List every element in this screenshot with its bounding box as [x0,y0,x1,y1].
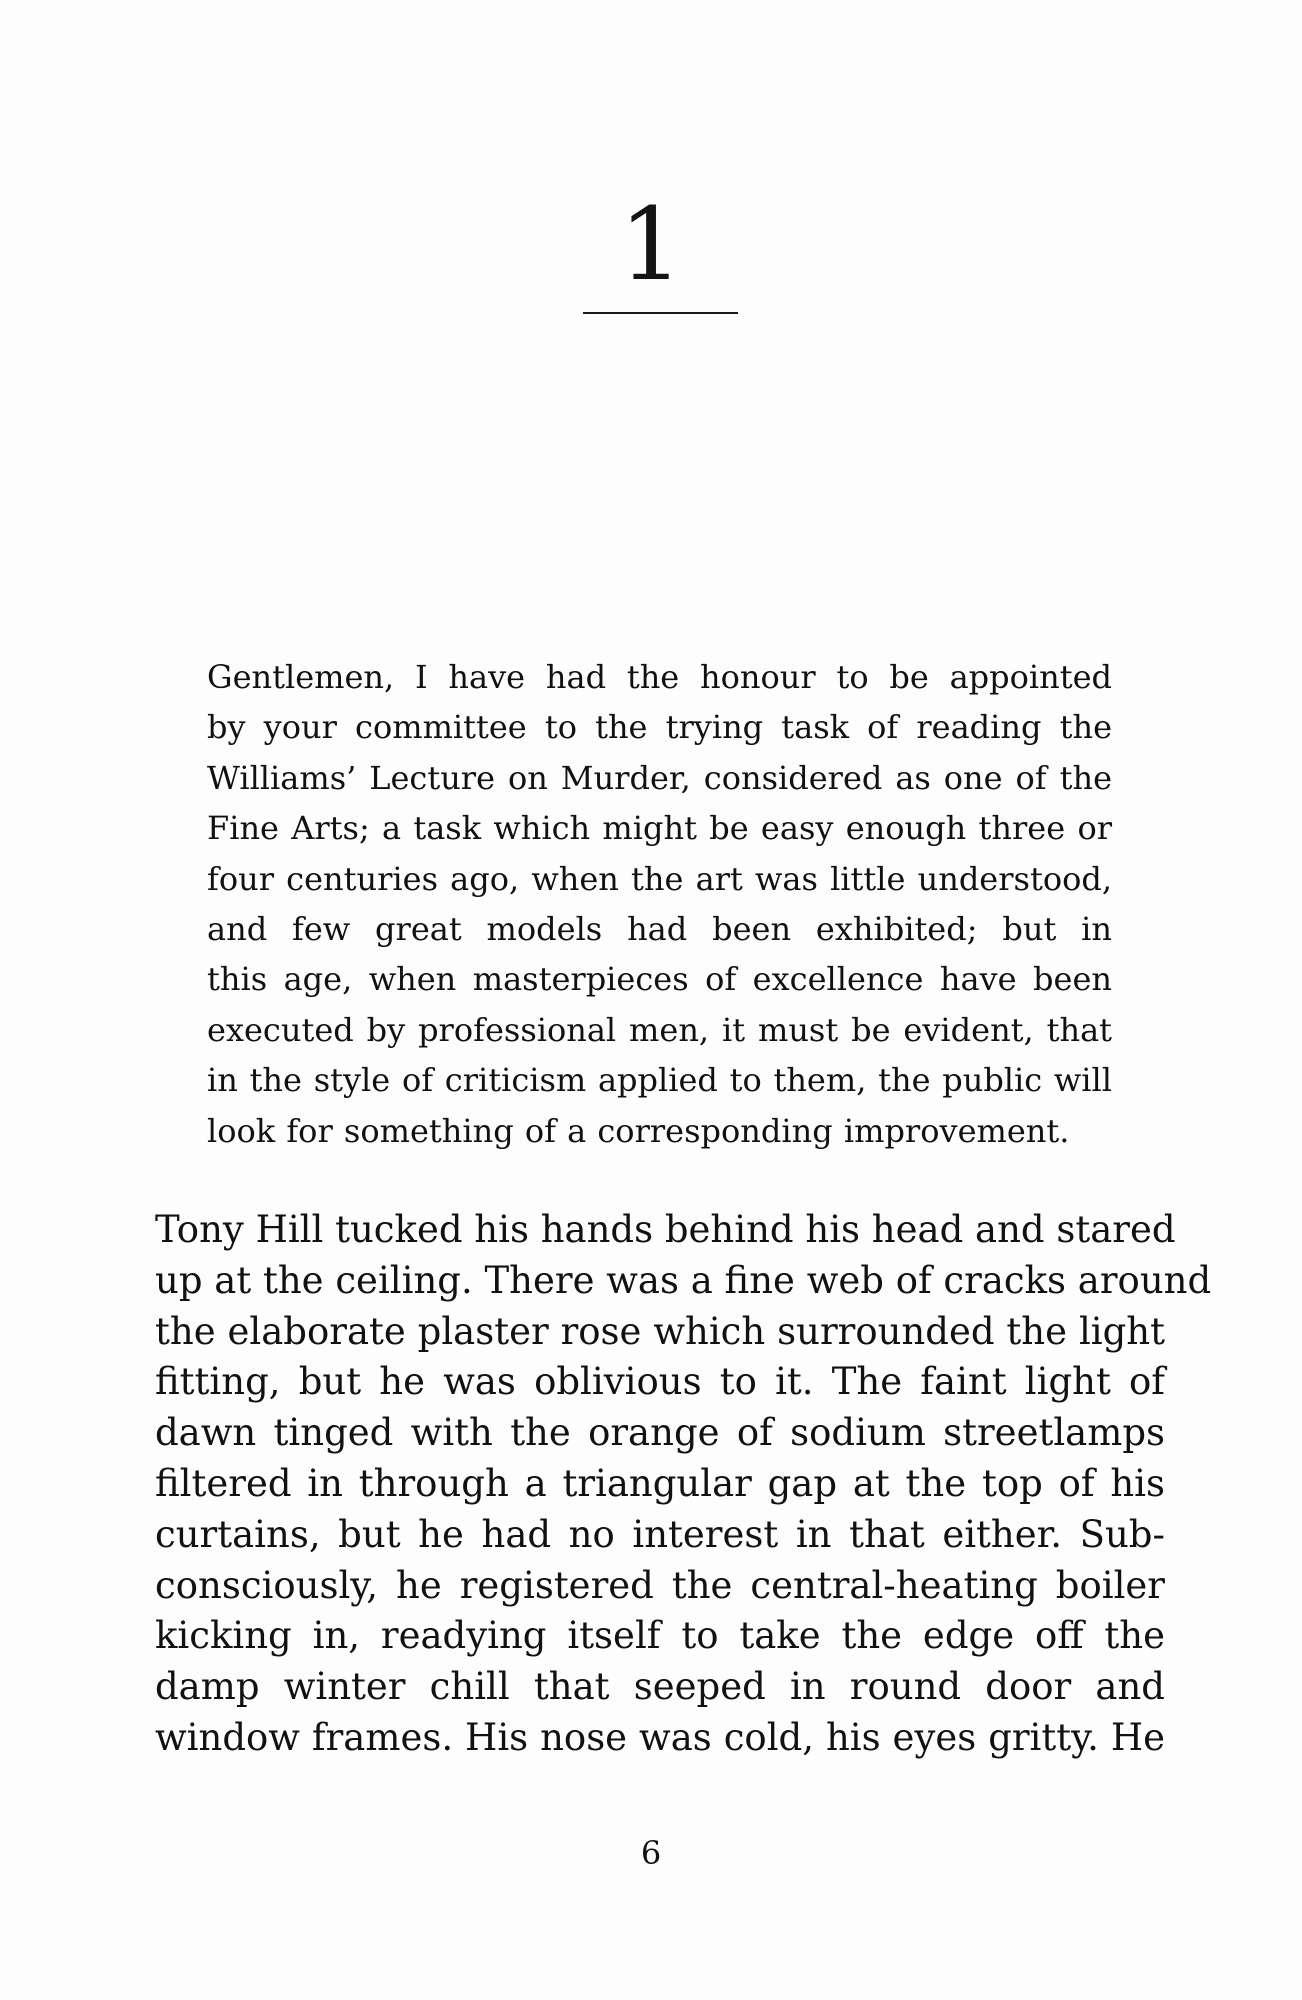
body-line: kicking in, readying itself to take the edge off the [155,1614,1165,1658]
body-line: the elaborate plaster rose which surrounded the light [155,1309,1165,1353]
epigraph-line: look for something of a corresponding improvement. [207,1111,1070,1150]
epigraph-line: in the style of criticism applied to them, the public will [207,1061,1112,1100]
body-line: damp winter chill that seeped in round door and [155,1665,1165,1709]
body-line: consciously, he registered the central-heating boiler [155,1563,1165,1607]
body-line: up at the ceiling. There was a fine web of cracks around [155,1258,1212,1302]
body-line: filtered in through a triangular gap at the top of his [155,1461,1165,1505]
page-number: 6 [640,1834,662,1872]
epigraph-line: Gentlemen, I have had the honour to be appointed [207,658,1112,696]
epigraph [207,652,1112,1156]
body-line: dawn tinged with the orange of sodium streetlamps [155,1411,1165,1455]
epigraph-line: Williams’ Lecture on Murder, considered as one of the [207,758,1112,797]
epigraph-line: Fine Arts; a task which might be easy enough three or [207,809,1112,848]
body-paragraph [155,1205,1212,1764]
body-line: fitting, but he was oblivious to it. The faint light of [155,1360,1165,1404]
epigraph-line: executed by professional men, it must be evident, that [207,1010,1112,1049]
chapter-number: 1 [619,186,683,303]
chapter-rule [583,312,738,314]
body-line: window frames. His nose was cold, his eyes gritty. He [155,1715,1165,1759]
epigraph-line: four centuries ago, when the art was little understood, [207,859,1112,898]
epigraph-line: by your committee to the trying task of reading the [207,708,1112,747]
body-line: curtains, but he had no interest in that either. Sub- [155,1512,1165,1556]
epigraph-line: and few great models had been exhibited; but in [207,910,1112,949]
epigraph-line: this age, when masterpieces of excellence have been [207,960,1112,999]
body-line: Tony Hill tucked his hands behind his head and stared [155,1208,1176,1251]
